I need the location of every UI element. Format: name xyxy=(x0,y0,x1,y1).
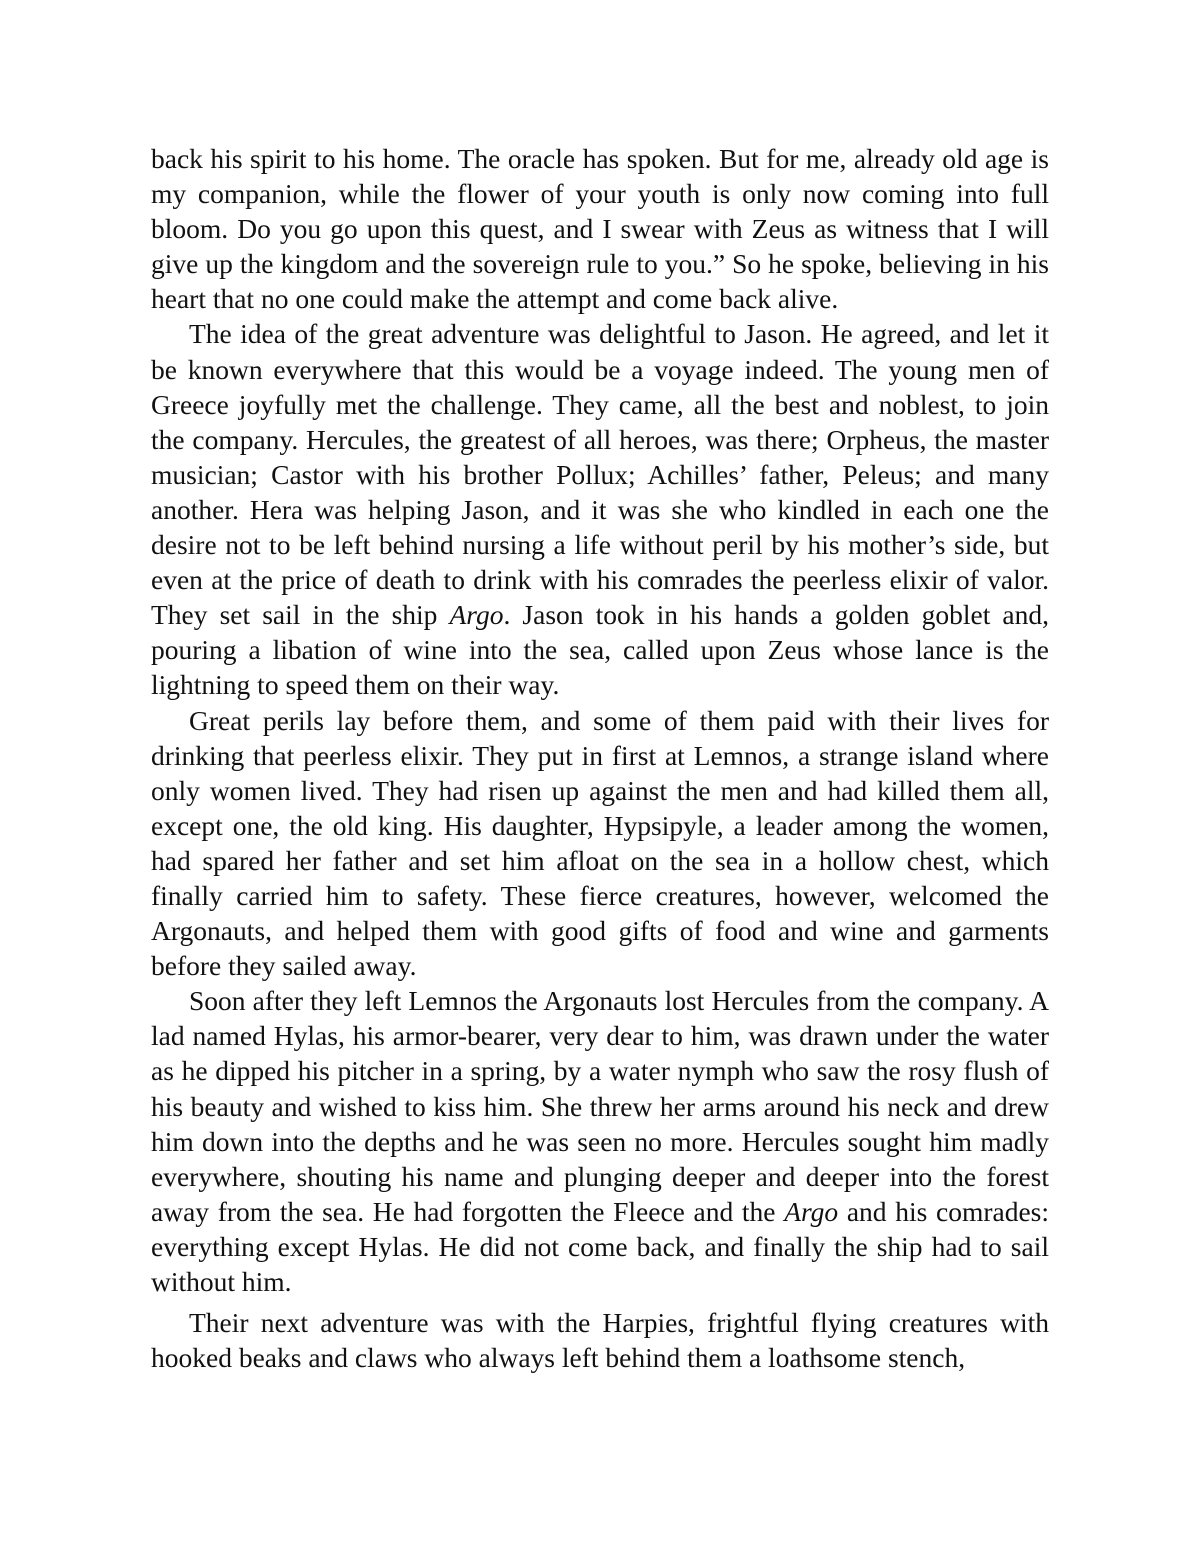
paragraph-2: The idea of the great adventure was delightful to Jason. He agreed, and let it be known everywhere that this would be a voyage indeed. The young men of Greece joyfully met the challenge. They came, all the best and noblest, to join the company. Hercules, the greatest of all heroes, was there; Orpheus, the master musician; Castor with his brother Pollux; Achilles’ father, Peleus; and many another. Hera was helping Jason, and it was she who kindled in each one the desire not to be left behind nursing a life without peril by his mother’s side, but even at the price of death to drink with his comrades the peerless elixir of valor. They set sail in the ship Argo. Jason took in his hands a golden goblet and, pouring a libation of wine into the sea, called upon Zeus whose lance is the lightning to speed them on their way. xyxy=(151,318,1049,701)
paragraph-4: Soon after they left Lemnos the Argonauts lost Hercules from the company. A lad named Hylas, his armor-bearer, very dear to him, was drawn under the water as he dipped his pitcher in a spring, by a water nymph who saw the rosy flush of his beauty and wished to kiss him. She threw her arms around his neck and drew him down into the depths and he was seen no more. Hercules sought him madly everywhere, shouting his name and plunging deeper and deeper into the forest away from the sea. He had forgotten the Fleece and the Argo and his comrades: everything except Hylas. He did not come back, and finally the ship had to sail without him. xyxy=(151,985,1049,1297)
body-text xyxy=(151,141,1049,1375)
ship-name-italic: Argo xyxy=(449,599,504,631)
ship-name-italic: Argo xyxy=(784,1195,839,1227)
paragraph-1: back his spirit to his home. The oracle has spoken. But for me, already old age is my companion, while the flower of your youth is only now coming into full bloom. Do you go upon this quest, and I swear with Zeus as witness that I will give up the kingdom and the sovereign rule to you.” So he spoke, believing in his heart that no one could make the attempt and come back alive. xyxy=(151,143,1049,315)
paragraph-3: Great perils lay before them, and some of them paid with their lives for drinking that peerless elixir. They put in first at Lemnos, a strange island where only women lived. They had risen up against the men and had killed them all, except one, the old king. His daughter, Hypsipyle, a leader among the women, had spared her father and set him afloat on the sea in a hollow chest, which finally carried him to safety. These fierce creatures, however, welcomed the Argonauts, and helped them with good gifts of food and wine and garments before they sailed away. xyxy=(151,704,1049,982)
paragraph-5: Their next adventure was with the Harpies, frightful flying creatures with hooked beaks and claws who always left behind them a loathsome stench, xyxy=(151,1307,1049,1374)
